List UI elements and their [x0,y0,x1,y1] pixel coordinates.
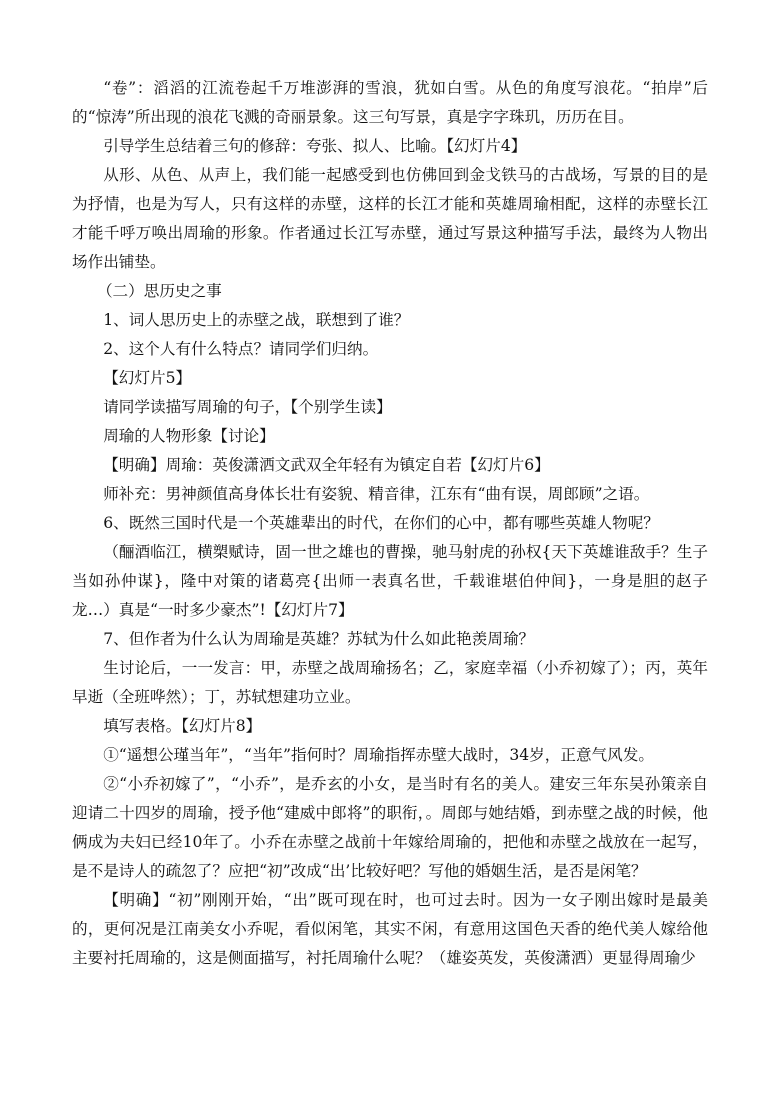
question-1: 1、词人思历史上的赤壁之战，联想到了谁？ [103,311,410,329]
paragraph-scenery-purpose: 从形、从色、从声上，我们能一起感受到也仿佛回到金戈铁马的古战场，写景的目的是为抒情，也是为写人，只有这样的赤壁，这样的长江才能和英雄周瑜相配，这样的赤壁长江才能千呼万唤出周瑜的形象。作者通过长江写赤壁，通过写景这种描写手法，最终为人物出场作出铺垫。 [72,166,708,271]
paragraph-rhetoric-summary: 引导学生总结着三句的修辞：夸张、拟人、比喻。【幻灯片4】 [103,137,527,155]
paragraph-student-answers: 生讨论后，一一发言：甲，赤壁之战周瑜扬名；乙，家庭幸福（小乔初嫁了）；丙，英年早逝（全班哗然）；丁，苏轼想建功立业。 [72,659,708,706]
paragraph-juan-explanation: “卷”：滔滔的江流卷起千万堆澎湃的雪浪，犹如白雪。从色的角度写浪花。“拍岸”后的“惊涛”所出现的浪花飞溅的奇丽景象。这三句写景，真是字字珠玑，历历在目。 [72,79,708,126]
question-2: 2、这个人有什么特点？请同学们归纳。 [103,340,379,358]
paragraph-character-discussion: 周瑜的人物形象【讨论】 [103,427,275,445]
question-6: 6、既然三国时代是一个英雄辈出的时代，在你们的心中，都有哪些英雄人物呢？ [103,514,659,532]
paragraph-heroes-list: （酾酒临江，横槊赋诗，固一世之雄也的曹操，驰马射虎的孙权{天下英雄谁敌手？生子当如孙仲谋}，隆中对策的诸葛亮{出师一表真名世，千载谁堪伯仲间}，一身是胆的赵子龙…）真是“一时多少豪杰”!【幻灯片7】 [72,543,708,619]
paragraph-teacher-supplement: 师补充：男神颜值高身体长壮有姿貌、精音律，江东有“曲有误，周郎顾”之语。 [103,485,650,503]
paragraph-clarify-chu: 【明确】“初”刚刚开始，“出”既可现在时，也可过去时。因为一女子刚出嫁时是最美的，更何况是江南美女小乔呢，看似闲笔，其实不闲，有意用这国色天香的绝代美人嫁给他主要衬托周瑜的，这是侧面描写，衬托周瑜什么呢？（雄姿英发，英俊潇洒）更显得周瑜少 [72,891,708,967]
paragraph-point-2: ②“小乔初嫁了”，“小乔”，是乔玄的小女，是当时有名的美人。建安三年东吴孙策亲自迎请二十四岁的周瑜，授予他“建威中郎将”的职衔，。周郎与她结婚，到赤壁之战的时候，他俩成为夫妇已经10年了。小乔在赤壁之战前十年嫁给周瑜的，把他和赤壁之战放在一起写，是不是诗人的疏忽了？应把“初”改成“出’比较好吧？写他的婚姻生活，是否是闲笔？ [72,775,708,880]
section-heading-history: （二）思历史之事 [96,282,222,300]
paragraph-point-1: ①“遥想公瑾当年”，“当年”指何时？周瑜指挥赤壁大战时，34岁，正意气风发。 [103,746,654,764]
paragraph-read-sentences: 请同学读描写周瑜的句子，【个别学生读】 [103,398,392,416]
paragraph-clarify-zhouyu: 【明确】周瑜：英俊潇洒文武双全年轻有为镇定自若【幻灯片6】 [103,456,550,474]
slide-5-marker: 【幻灯片5】 [103,369,192,387]
paragraph-fill-table: 填写表格。【幻灯片8】 [103,717,262,735]
question-7: 7、但作者为什么认为周瑜是英雄？苏轼为什么如此艳羡周瑜？ [103,630,535,648]
